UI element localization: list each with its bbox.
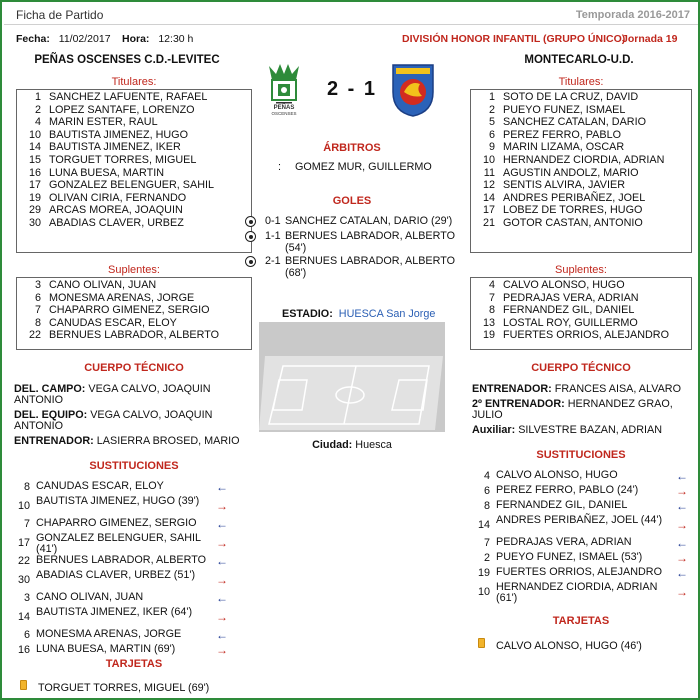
player-number: 22 — [28, 329, 41, 342]
staff-role: DEL. CAMPO: — [14, 383, 86, 395]
sub-player-number: 7 — [483, 537, 490, 549]
home-starters-title: Titulares: — [111, 76, 157, 88]
yellow-card-icon — [478, 638, 485, 648]
match-date — [16, 33, 111, 45]
player-row[interactable] — [17, 167, 251, 180]
player-number: 2 — [34, 103, 41, 116]
city-value: Huesca — [355, 439, 392, 451]
player-name[interactable]: BAUTISTA JIMENEZ, HUGO — [49, 128, 188, 141]
substitution-row[interactable] — [472, 514, 688, 536]
card-row[interactable] — [474, 640, 696, 654]
player-number: 8 — [488, 304, 495, 317]
home-staff-list — [14, 384, 250, 451]
date-label: Fecha: — [16, 33, 50, 45]
player-row[interactable] — [471, 279, 691, 292]
stadium-label: ESTADIO: — [282, 308, 333, 320]
player-name[interactable]: LOPEZ SANTAFE, LORENZO — [49, 103, 195, 116]
player-number: 4 — [488, 279, 495, 291]
player-number: 6 — [488, 128, 495, 141]
substitution-row[interactable] — [12, 517, 228, 532]
sub-player-name[interactable]: PEDRAJAS VERA, ADRIAN — [496, 536, 632, 548]
staff-row — [472, 425, 694, 436]
goals-title: GOLES — [332, 195, 372, 207]
player-row[interactable] — [471, 129, 691, 142]
stadium-image — [259, 322, 445, 432]
sub-player-number: 19 — [477, 567, 490, 579]
player-row[interactable] — [471, 141, 691, 154]
arrow-right-icon: → — [216, 610, 228, 624]
player-number: 9 — [488, 141, 495, 154]
home-subs-list — [16, 277, 252, 350]
player-row[interactable] — [17, 279, 251, 292]
player-name[interactable]: TORGUET TORRES, MIGUEL — [49, 153, 197, 166]
date-value: 11/02/2017 — [58, 33, 111, 45]
home-cards-list — [16, 682, 252, 696]
player-name[interactable]: GOTOR CASTAN, ANTONIO — [503, 216, 643, 229]
player-name[interactable]: SANCHEZ CATALAN, DARIO — [503, 116, 646, 129]
staff-row — [14, 436, 250, 447]
sub-player-number: 8 — [483, 500, 490, 512]
away-staff-list — [472, 384, 694, 440]
staff-name: SILVESTRE BAZAN, ADRIAN — [518, 424, 662, 436]
substitution-row[interactable] — [472, 566, 688, 581]
substitution-row[interactable] — [12, 480, 228, 495]
sub-player-name[interactable]: CHAPARRO GIMENEZ, SERGIO — [36, 517, 197, 529]
substitution-row[interactable] — [472, 469, 688, 484]
sub-player-number: 16 — [17, 644, 30, 656]
score — [320, 78, 384, 101]
player-row[interactable] — [17, 91, 251, 104]
match-time — [122, 33, 193, 45]
yellow-card-icon — [20, 680, 27, 690]
player-name[interactable]: LUNA BUESA, MARTIN — [49, 166, 164, 179]
player-row[interactable] — [17, 116, 251, 129]
referees-title: ÁRBITROS — [323, 142, 381, 154]
home-team-logo[interactable] — [264, 62, 304, 120]
staff-role: 2º ENTRENADOR: — [472, 398, 565, 410]
sub-player-number: 30 — [17, 574, 30, 586]
home-staff-title: CUERPO TÉCNICO — [84, 362, 184, 374]
substitution-row[interactable] — [12, 591, 228, 606]
away-subs-title: Suplentes: — [555, 264, 607, 276]
staff-role: ENTRENADOR: — [14, 435, 94, 447]
arrow-right-icon: → — [216, 536, 228, 550]
player-name[interactable]: FUERTES ORRIOS, ALEJANDRO — [503, 329, 669, 342]
substitution-row[interactable] — [12, 606, 228, 628]
staff-name: LASIERRA BROSED, MARIO — [96, 435, 240, 447]
sub-player-number: 7 — [23, 518, 30, 530]
player-row[interactable] — [471, 217, 691, 230]
away-staff-title: CUERPO TÉCNICO — [531, 362, 631, 374]
player-number: 14 — [28, 141, 41, 154]
player-row[interactable] — [471, 104, 691, 117]
player-row[interactable] — [471, 292, 691, 305]
home-team-name[interactable]: PEÑAS OSCENSES C.D.-LEVITEC — [34, 54, 220, 66]
player-name[interactable]: AGUSTIN ANDOLZ, MARIO — [503, 166, 639, 179]
goals-list — [245, 215, 455, 280]
arrow-left-icon: ← — [216, 480, 228, 494]
away-substitutions-title: SUSTITUCIONES — [536, 449, 626, 461]
player-number: 19 — [28, 191, 41, 204]
goal-scorer[interactable]: SANCHEZ CATALAN, DARIO (29') — [285, 215, 453, 227]
goal-minute: (68') — [285, 267, 307, 279]
player-row[interactable] — [17, 317, 251, 330]
score-separator: - — [347, 78, 357, 100]
staff-row — [14, 384, 250, 406]
goal-row — [245, 230, 455, 254]
player-name[interactable]: BERNUES LABRADOR, ALBERTO — [49, 329, 220, 342]
soccer-ball-icon — [245, 216, 256, 227]
player-row[interactable] — [471, 204, 691, 217]
player-number: 15 — [28, 153, 41, 166]
player-number: 17 — [482, 204, 495, 217]
player-row[interactable] — [17, 179, 251, 192]
staff-role: Auxiliar: — [472, 424, 516, 436]
player-row[interactable] — [471, 317, 691, 330]
sub-player-name[interactable]: CALVO ALONSO, HUGO — [496, 469, 618, 481]
sub-player-name[interactable]: FERNANDEZ GIL, DANIEL — [496, 499, 628, 511]
sub-player-name[interactable]: ANDRES PERIBAÑEZ, JOEL (44') — [496, 514, 663, 526]
sub-player-name[interactable]: MONESMA ARENAS, JORGE — [36, 628, 182, 640]
player-number: 5 — [488, 116, 495, 129]
home-crest-icon — [264, 62, 304, 120]
substitution-row[interactable] — [12, 628, 228, 643]
player-row[interactable] — [17, 329, 251, 342]
city-info — [259, 439, 445, 451]
sub-player-number: 14 — [17, 611, 30, 623]
sub-player-number: 10 — [477, 586, 490, 598]
away-cards-title: TARJETAS — [552, 615, 610, 627]
player-name[interactable]: CANUDAS ESCAR, ELOY — [49, 316, 177, 329]
sub-player-name[interactable]: GONZALEZ BELENGUER, SAHIL (41') — [36, 532, 201, 555]
staff-name: FRANCES AISA, ALVARO — [554, 383, 681, 395]
away-team-name[interactable]: MONTECARLO-U.D. — [524, 54, 634, 66]
staff-row — [472, 384, 694, 395]
player-row[interactable] — [471, 192, 691, 205]
page-title: Ficha de Partido — [16, 8, 104, 22]
player-row[interactable] — [471, 91, 691, 104]
arrow-left-icon: ← — [676, 536, 688, 550]
page-header — [4, 4, 700, 25]
arrow-left-icon: ← — [676, 469, 688, 483]
away-cards-list — [474, 640, 696, 654]
player-number: 17 — [28, 179, 41, 192]
arrow-right-icon: → — [216, 499, 228, 513]
sub-player-name[interactable]: BAUTISTA JIMENEZ, HUGO (39') — [36, 495, 200, 507]
goal-minute: (54') — [285, 242, 307, 254]
sub-player-number: 2 — [483, 552, 490, 564]
substitution-row[interactable] — [472, 499, 688, 514]
season-label: Temporada 2016-2017 — [575, 9, 690, 21]
player-number: 10 — [28, 128, 41, 141]
player-number: 21 — [482, 216, 495, 229]
player-name[interactable]: SOTO DE LA CRUZ, DAVID — [503, 91, 639, 103]
player-row[interactable] — [17, 141, 251, 154]
player-number: 7 — [34, 304, 41, 317]
player-name[interactable]: PUEYO FUNEZ, ISMAEL — [503, 103, 626, 116]
arrow-right-icon: → — [676, 484, 688, 498]
player-number: 3 — [34, 279, 41, 291]
staff-name: HERNANDEZ GRAO, JULIO — [472, 398, 673, 421]
player-row[interactable] — [17, 304, 251, 317]
player-name[interactable]: MARIN LIZAMA, OSCAR — [503, 141, 625, 154]
player-row[interactable] — [17, 204, 251, 217]
player-name[interactable]: MARIN ESTER, RAUL — [49, 116, 158, 129]
competition-name: DIVISIÓN HONOR INFANTIL (GRUPO ÚNICO) — [402, 33, 626, 45]
arrow-right-icon: → — [676, 585, 688, 599]
player-name[interactable]: MONESMA ARENAS, JORGE — [49, 291, 195, 304]
substitution-row[interactable] — [12, 532, 228, 554]
player-number: 1 — [488, 91, 495, 103]
arrow-right-icon: → — [676, 518, 688, 532]
player-name[interactable]: SENTIS ALVIRA, JAVIER — [503, 179, 626, 192]
substitution-row[interactable] — [12, 569, 228, 591]
staff-row — [14, 410, 250, 432]
player-row[interactable] — [471, 329, 691, 342]
away-starters-list — [470, 89, 692, 253]
arrow-right-icon: → — [676, 551, 688, 565]
player-row[interactable] — [471, 167, 691, 180]
soccer-ball-icon — [245, 231, 256, 242]
goal-scorer[interactable]: BERNUES LABRADOR, ALBERTO — [285, 255, 456, 267]
arrow-left-icon: ← — [216, 591, 228, 605]
player-row[interactable] — [17, 104, 251, 117]
stadium-info — [282, 308, 435, 320]
goal-score: 1-1 — [265, 230, 281, 242]
sub-player-name[interactable]: FUERTES ORRIOS, ALEJANDRO — [496, 566, 662, 578]
sub-player-number: 8 — [23, 481, 30, 493]
player-row[interactable] — [471, 304, 691, 317]
player-row[interactable] — [471, 179, 691, 192]
goal-scorer[interactable]: BERNUES LABRADOR, ALBERTO — [285, 230, 456, 242]
home-starters-list — [16, 89, 252, 253]
player-name[interactable]: CHAPARRO GIMENEZ, SERGIO — [49, 304, 210, 317]
player-number: 1 — [34, 91, 41, 103]
player-number: 30 — [28, 216, 41, 229]
away-substitutions-list — [472, 469, 688, 603]
player-number: 8 — [34, 316, 41, 329]
arrow-left-icon: ← — [676, 499, 688, 513]
sub-player-name[interactable]: HERNANDEZ CIORDIA, ADRIAN (61') — [496, 581, 658, 604]
card-row[interactable] — [16, 682, 252, 696]
arrow-left-icon: ← — [676, 566, 688, 580]
player-name[interactable]: GONZALEZ BELENGUER, SAHIL — [49, 179, 214, 192]
sub-player-name[interactable]: LUNA BUESA, MARTIN (69') — [36, 643, 176, 655]
time-label: Hora: — [122, 33, 150, 45]
player-number: 7 — [488, 291, 495, 304]
player-number: 29 — [28, 204, 41, 217]
player-name[interactable]: FERNANDEZ GIL, DANIEL — [503, 304, 635, 317]
sub-player-name[interactable]: BAUTISTA JIMENEZ, IKER (64') — [36, 606, 193, 618]
player-name[interactable]: PEDRAJAS VERA, ADRIAN — [503, 291, 639, 304]
stadium-link[interactable]: HUESCA San Jorge — [338, 308, 436, 320]
substitution-row[interactable] — [472, 551, 688, 566]
sub-player-name[interactable]: PEREZ FERRO, PABLO (24') — [496, 484, 639, 496]
sub-player-number: 6 — [23, 629, 30, 641]
player-row[interactable] — [471, 116, 691, 129]
player-number: 19 — [482, 329, 495, 342]
home-score: 2 — [326, 78, 341, 100]
logo-text-2: OSCENSES — [271, 111, 297, 116]
arrow-right-icon: → — [216, 643, 228, 657]
substitution-row[interactable] — [12, 643, 228, 658]
player-number: 12 — [482, 179, 495, 192]
logo-text-1: PEÑAS — [273, 105, 295, 111]
player-name[interactable]: CANO OLIVAN, JUAN — [49, 279, 157, 291]
round-label: Jornada 19 — [622, 33, 678, 45]
player-number: 2 — [488, 103, 495, 116]
card-player-name[interactable]: CALVO ALONSO, HUGO (46') — [496, 640, 642, 652]
player-name[interactable]: PEREZ FERRO, PABLO — [503, 128, 621, 141]
home-subs-title: Suplentes: — [108, 264, 160, 276]
substitution-row[interactable] — [472, 484, 688, 499]
player-name[interactable]: ARCAS MOREA, JOAQUIN — [49, 204, 183, 217]
sub-player-number: 14 — [477, 519, 490, 531]
player-number: 6 — [34, 291, 41, 304]
player-number: 16 — [28, 166, 41, 179]
staff-role: ENTRENADOR: — [472, 383, 552, 395]
sub-player-number: 10 — [17, 500, 30, 512]
staff-name: VEGA CALVO, JOAQUIN ANTONIO — [14, 409, 213, 432]
sub-player-name[interactable]: PUEYO FUNEZ, ISMAEL (53') — [496, 551, 643, 563]
player-row[interactable] — [17, 217, 251, 230]
player-row[interactable] — [471, 154, 691, 167]
arrow-left-icon: ← — [216, 628, 228, 642]
arrow-left-icon: ← — [216, 554, 228, 568]
player-row[interactable] — [17, 292, 251, 305]
arrow-right-icon: → — [216, 573, 228, 587]
sub-player-number: 17 — [17, 537, 30, 549]
sub-player-name[interactable]: CANO OLIVAN, JUAN — [36, 591, 144, 603]
home-substitutions-list — [12, 480, 228, 658]
sub-player-number: 4 — [483, 470, 490, 482]
player-name[interactable]: ABADIAS CLAVER, URBEZ — [49, 216, 184, 229]
player-row[interactable] — [17, 129, 251, 142]
city-label: Ciudad: — [312, 439, 353, 451]
player-name[interactable]: LOSTAL ROY, GUILLERMO — [503, 316, 638, 329]
substitution-row[interactable] — [12, 554, 228, 569]
player-name[interactable]: ANDRES PERIBAÑEZ, JOEL — [503, 191, 646, 204]
staff-role: DEL. EQUIPO: — [14, 409, 88, 421]
soccer-ball-icon — [245, 256, 256, 267]
away-score: 1 — [363, 78, 378, 100]
stadium-pitch-icon — [259, 322, 445, 432]
away-team-logo[interactable] — [390, 62, 436, 118]
player-name[interactable]: LOBEZ DE TORRES, HUGO — [503, 204, 643, 217]
home-cards-title: TARJETAS — [105, 658, 163, 670]
sub-player-name[interactable]: BERNUES LABRADOR, ALBERTO — [36, 554, 207, 566]
sub-player-number: 3 — [23, 592, 30, 604]
player-name[interactable]: BAUTISTA JIMENEZ, IKER — [49, 141, 181, 154]
sub-player-name[interactable]: ABADIAS CLAVER, URBEZ (51') — [36, 569, 196, 581]
referee-name: GOMEZ MUR, GUILLERMO — [295, 161, 432, 173]
home-substitutions-title: SUSTITUCIONES — [89, 460, 179, 472]
goal-score: 0-1 — [265, 215, 281, 227]
away-subs-list — [470, 277, 692, 350]
sub-player-number: 22 — [17, 555, 30, 567]
player-number: 4 — [34, 116, 41, 129]
referee-prefix: : — [278, 161, 281, 173]
player-number: 14 — [482, 191, 495, 204]
player-number: 10 — [482, 153, 495, 166]
card-player-name[interactable]: TORGUET TORRES, MIGUEL (69') — [38, 682, 210, 694]
player-name[interactable]: CALVO ALONSO, HUGO — [503, 279, 625, 291]
goal-row — [245, 215, 455, 229]
player-number: 11 — [483, 166, 495, 179]
away-crest-icon — [390, 62, 436, 118]
player-row[interactable] — [17, 192, 251, 205]
player-name[interactable]: SANCHEZ LAFUENTE, RAFAEL — [49, 91, 208, 103]
arrow-left-icon: ← — [216, 517, 228, 531]
staff-name: VEGA CALVO, JOAQUIN ANTONIO — [14, 383, 211, 406]
sub-player-number: 6 — [483, 485, 490, 497]
staff-row — [472, 399, 694, 421]
goal-row — [245, 255, 455, 279]
substitution-row[interactable] — [472, 536, 688, 551]
substitution-row[interactable] — [472, 581, 688, 603]
time-value: 12:30 h — [158, 33, 194, 45]
away-starters-title: Titulares: — [558, 76, 604, 88]
player-row[interactable] — [17, 154, 251, 167]
sub-player-name[interactable]: CANUDAS ESCAR, ELOY — [36, 480, 164, 492]
goal-score: 2-1 — [265, 255, 281, 267]
player-name[interactable]: OLIVAN CIRIA, FERNANDO — [49, 191, 187, 204]
player-name[interactable]: HERNANDEZ CIORDIA, ADRIAN — [503, 153, 665, 166]
player-number: 13 — [482, 316, 495, 329]
substitution-row[interactable] — [12, 495, 228, 517]
